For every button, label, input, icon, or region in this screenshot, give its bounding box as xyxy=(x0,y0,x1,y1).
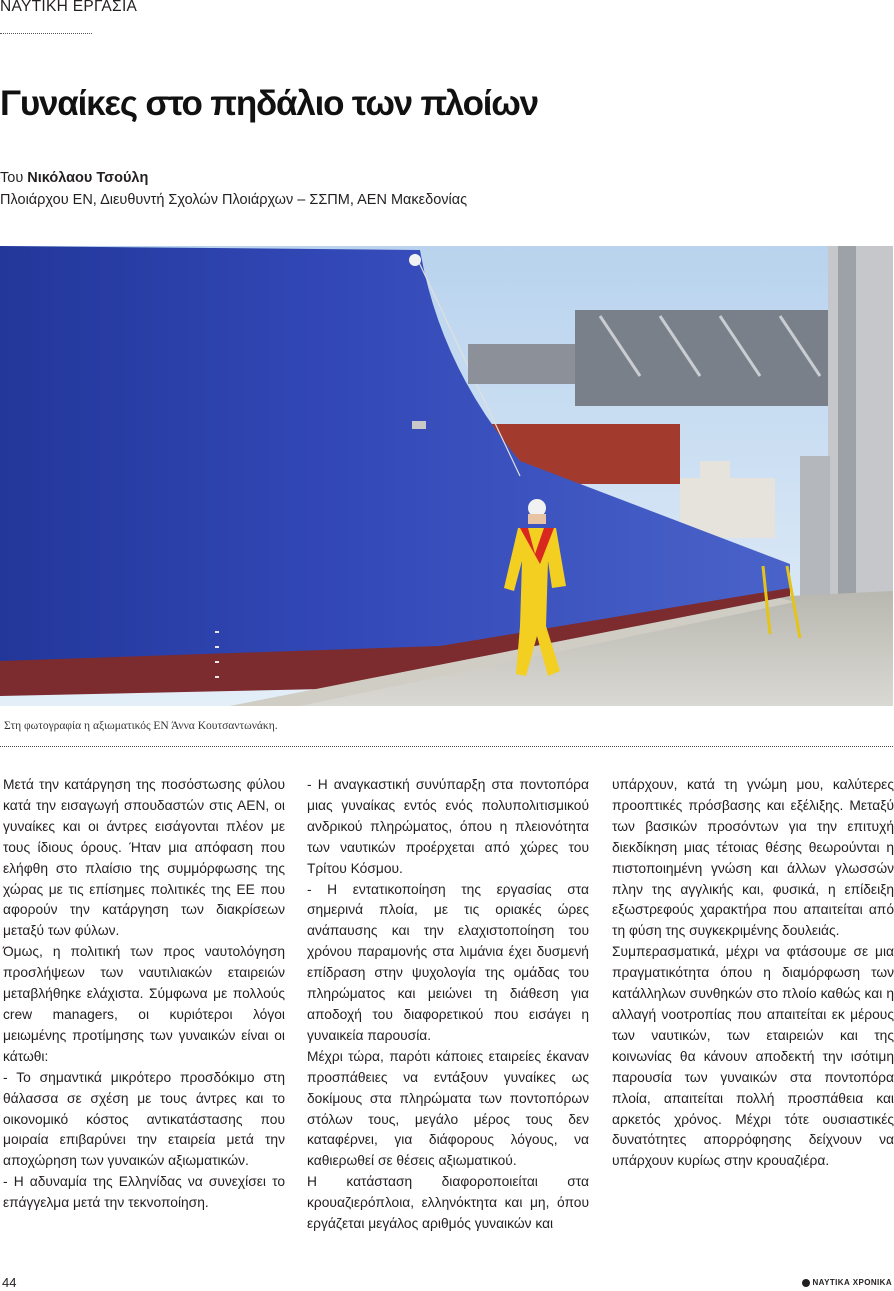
paragraph: Η κατάσταση διαφοροποιείται στα κρουαζιερόπλοια, ελληνόκτητα και μη, όπου εργάζεται μεγάλος αριθμός γυναικών και xyxy=(307,1174,589,1232)
paragraph: υπάρχουν, κατά τη γνώμη μου, καλύτερες προοπτικές πρόσβασης και εξέλιξης. Μεταξύ των βασικών προσόντων για την επιτυχή διεκδίκηση μιας τέτοιας θέσης θεωρούνται η πιστοποιημένη γνώση και άλλων γλωσσών πλην της αγγλικής και, φυσικά, η επίδειξη εξωστρεφούς χαρακτήρα που απαιτείται από τη φύση της συγκεκριμένης δουλειάς. xyxy=(612,777,894,939)
section-label: ΝΑΥΤΙΚΗ ΕΡΓΑΣΙΑ xyxy=(0,0,138,15)
byline-prefix: Του xyxy=(0,170,28,186)
paragraph: Όμως, η πολιτική των προς ναυτολόγηση προσλήψεων των ναυτιλιακών εταιρειών μεταβλήθηκε ελάχιστα. Σύμφωνα με πολλούς crew managers, οι κυριότεροι λόγοι μειωμένης προτίμησης των γυναικών είναι οι κάτωθι: xyxy=(3,944,285,1064)
paragraph: Μετά την κατάργηση της ποσόστωσης φύλου κατά την εισαγωγή σπουδαστών στις ΑΕΝ, οι γυναίκες και οι άντρες εισάγονται πλέον με τους ίδιους όρους. Ήταν μια απόφαση που ελήφθη στο πλαίσιο της συμμόρφωσης της χώρας με τις επίσημες πολιτικές της ΕΕ που αφορούν την κατάργηση των διακρίσεων μεταξύ των φύλων. xyxy=(3,777,285,939)
section-divider xyxy=(0,33,92,34)
article-title: Γυναίκες στο πηδάλιο των πλοίων xyxy=(0,84,538,123)
author-name: Νικόλαου Τσούλη xyxy=(27,170,149,186)
body-column-3 xyxy=(612,775,894,1172)
body-column-2 xyxy=(307,775,589,1235)
photo-caption: Στη φωτογραφία η αξιωματικός ΕΝ Άννα Κουτσαντωνάκη. xyxy=(4,720,278,732)
ship-photo-illustration xyxy=(0,246,893,706)
paragraph: - Η αναγκαστική συνύπαρξη στα ποντοπόρα μιας γυναίκας εντός ενός πολυπολιτισμικού ανδρικού πληρώματος, όπου η πλειονότητα των ναυτικών προέρχεται από χώρες του Τρίτου Κόσμου. xyxy=(307,777,589,876)
author-role: Πλοιάρχου ΕΝ, Διευθυντή Σχολών Πλοιάρχων – ΣΣΠΜ, ΑΕΝ Μακεδονίας xyxy=(0,192,468,208)
paragraph: Συμπερασματικά, μέχρι να φτάσουμε σε μια πραγματικότητα όπου η διαμόρφωση των κατάλληλων συνθηκών στο πλοίο καθώς και η αλλαγή νοοτροπίας που απαιτείται εκ μέρους των ναυτικών, των εταιρειών και της κοινωνίας θα κάνουν αποδεκτή την ισότιμη παρουσία των γυναικών στα ποντοπόρα πλοία, απαιτείται πολλή προσπάθεια και αρκετός χρόνος. Μέχρι τότε ουσιαστικές δυνατότητες απορρόφησης δείχνουν να υπάρχουν κυρίως στην κρουαζιέρα. xyxy=(612,944,894,1169)
page-number: 44 xyxy=(2,1275,17,1290)
brand-name: ΝΑΥΤΙΚΑ ΧΡΟΝΙΚΑ xyxy=(812,1278,892,1287)
paragraph: - Το σημαντικά μικρότερο προσδόκιμο στη θάλασσα σε σχέση με τους άντρες και το οικονομικό κόστος αντικατάστασης που μοιραία επιβαρύνει την εταιρεία μετά την αποχώρηση των γυναικών αξιωματικών. xyxy=(3,1069,285,1169)
caption-divider xyxy=(0,746,893,747)
paragraph: Μέχρι τώρα, παρότι κάποιες εταιρείες έκαναν προσπάθειες να εντάξουν γυναίκες ως δοκίμους στα πληρώματα των ποντοπόρων στόλων τους, μεγάλο μέρος τους δεν καταφέρνει, για διάφορους λόγους, να καθιερωθεί σε θέσεις αξιωματικού. xyxy=(307,1048,589,1169)
brand-logo-icon xyxy=(802,1279,810,1287)
article-photo xyxy=(0,246,893,706)
paragraph: - Η αδυναμία της Ελληνίδας να συνεχίσει το επάγγελμα μετά την τεκνοποίηση. xyxy=(3,1174,285,1211)
byline xyxy=(0,167,467,211)
body-column-1 xyxy=(3,775,285,1214)
paragraph: - Η εντατικοποίηση της εργασίας στα σημερινά πλοία, με τις οριακές ώρες ανάπαυσης και την ελαχιστοποίηση του χρόνου παραμονής στα λιμάνια έχει δυσμενή επίδραση στην ψυχολογία της ομάδας του πληρώματος και μειώνει τη διάθεση για αποδοχή του διαφορετικού που εισάγει η γυναικεία παρουσία. xyxy=(307,881,589,1043)
footer-brand xyxy=(802,1278,893,1287)
byline-author-line xyxy=(0,167,467,189)
